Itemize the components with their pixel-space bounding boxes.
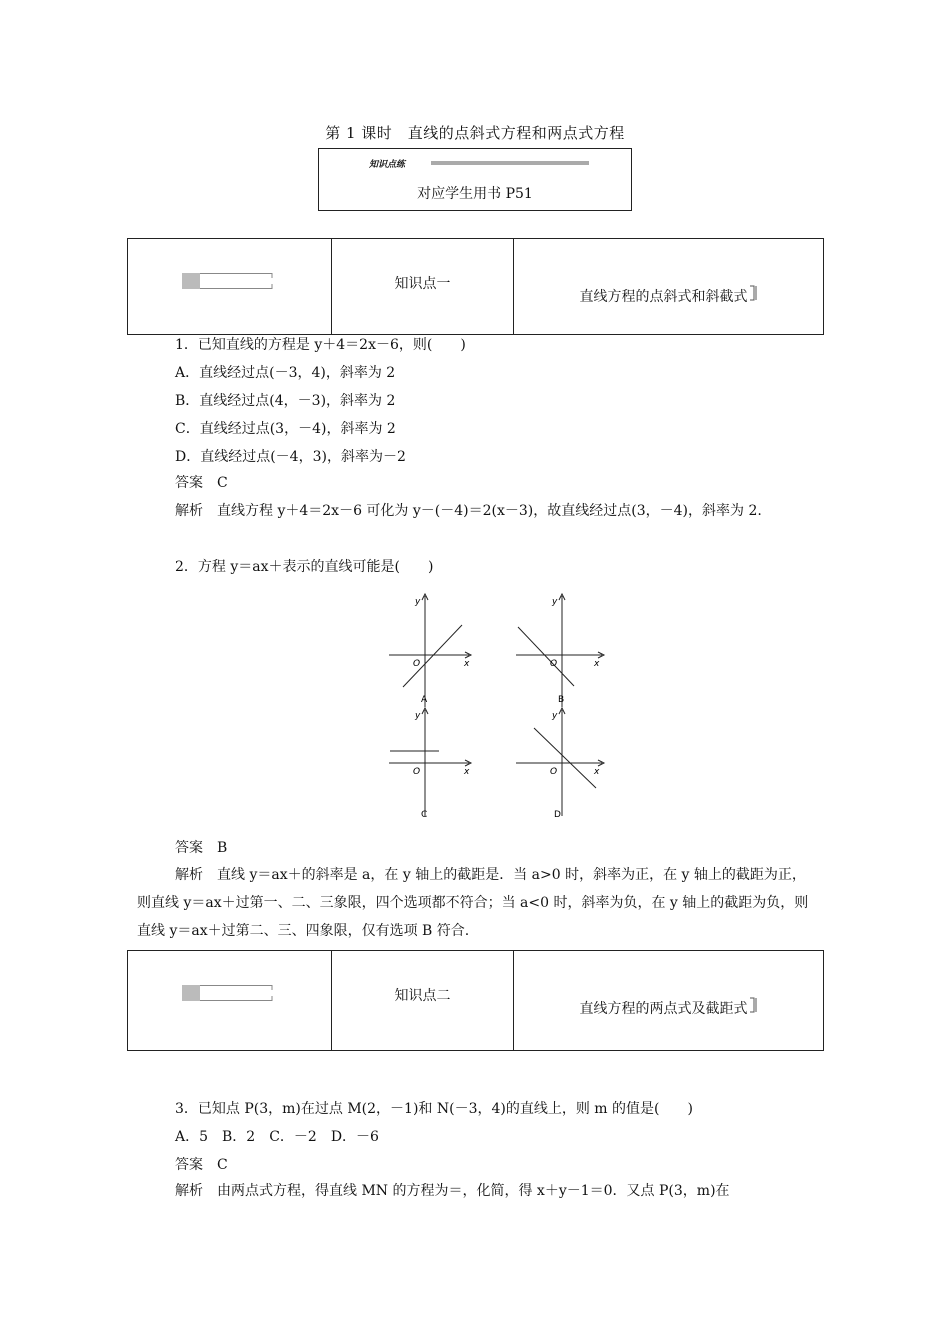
q3-answer: 答案 C [175,1157,228,1173]
kp2-topic-text: 直线方程的两点式及截距式 [579,1001,748,1017]
progress-bar-icon [182,985,274,1001]
graph-d-x-label: x [594,767,600,777]
graph-c-label: C [421,810,428,820]
bracket-icon [748,997,758,1013]
graph-a-origin: O [413,659,421,669]
graph-c-x-label: x [464,767,470,777]
graph-b-origin: O [550,659,558,669]
knowledge-practice-logo [369,157,589,169]
knowledge-point-1-table [127,238,824,335]
graph-a [385,592,475,712]
graph-d-y-label: y [552,711,558,721]
kp1-topic-text: 直线方程的点斜式和斜截式 [579,289,748,305]
knowledge-point-2-table [127,950,824,1051]
q1-option-b: B．直线经过点(4，－3)，斜率为 2 [175,393,396,409]
graph-c [385,706,475,826]
q1-option-d: D．直线经过点(－4，3)，斜率为－2 [175,449,406,465]
graph-b-y-label: y [552,597,558,607]
graph-b-label: B [558,695,565,705]
graph-c-y-label: y [415,711,421,721]
reference-box [318,148,632,211]
graph-a-y-label: y [415,597,421,607]
kp2-bar-cell [128,951,332,1051]
q2-stem: 2．方程 y＝ax＋表示的直线可能是( ) [175,559,434,575]
graph-c-origin: O [413,767,421,777]
graph-d [512,706,607,826]
q2-answer: 答案 B [175,840,228,856]
q1-stem: 1．已知直线的方程是 y＋4＝2x－6，则( ) [175,337,466,353]
q3-analysis: 解析 由两点式方程，得直线 MN 的方程为＝，化简，得 x＋y－1＝0．又点 P(3，m)在 [175,1183,730,1199]
kp2-topic [514,951,824,1051]
progress-bar-icon [182,273,274,289]
q3-stem: 3．已知点 P(3，m)在过点 M(2，－1)和 N(－3，4)的直线上，则 m 的值是( ) [175,1101,693,1117]
kp1-name: 知识点一 [332,239,514,335]
page-title: 第 1 课时 直线的点斜式方程和两点式方程 [325,124,625,142]
bracket-icon [748,285,758,301]
graph-d-origin: O [550,767,558,777]
q1-option-a: A．直线经过点(－3，4)，斜率为 2 [175,365,396,381]
graph-d-label: D [554,810,561,820]
ref-logo-text: 知识点练 [369,160,406,169]
kp1-bar-cell [128,239,332,335]
q1-answer: 答案 C [175,475,228,491]
ref-text: 对应学生用书 P51 [417,186,533,202]
kp1-topic [514,239,824,335]
kp2-name: 知识点二 [332,951,514,1051]
q1-analysis: 解析 直线方程 y＋4＝2x－6 可化为 y－(－4)＝2(x－3)，故直线经过点(3，－4)，斜率为 2. [175,503,762,519]
graph-a-label: A [421,695,428,705]
q1-option-c: C．直线经过点(3，－4)，斜率为 2 [175,421,396,437]
graph-a-x-label: x [464,659,470,669]
q3-options: A．5 B．2 C．－2 D．－6 [175,1129,379,1145]
graph-b [512,592,607,712]
graph-b-x-label: x [594,659,600,669]
q2-analysis: 解析 直线 y＝ax＋的斜率是 a，在 y 轴上的截距是．当 a>0 时，斜率为正，在 y 轴上的截距为正，则直线 y＝ax＋过第一、二、三象限，四个选项都不符合；当 a<0 时，斜率为负，在 y 轴上的截距为负，则直线 y＝ax＋过第二、三、四象限，仅有选项 B 符合. [137,867,809,939]
